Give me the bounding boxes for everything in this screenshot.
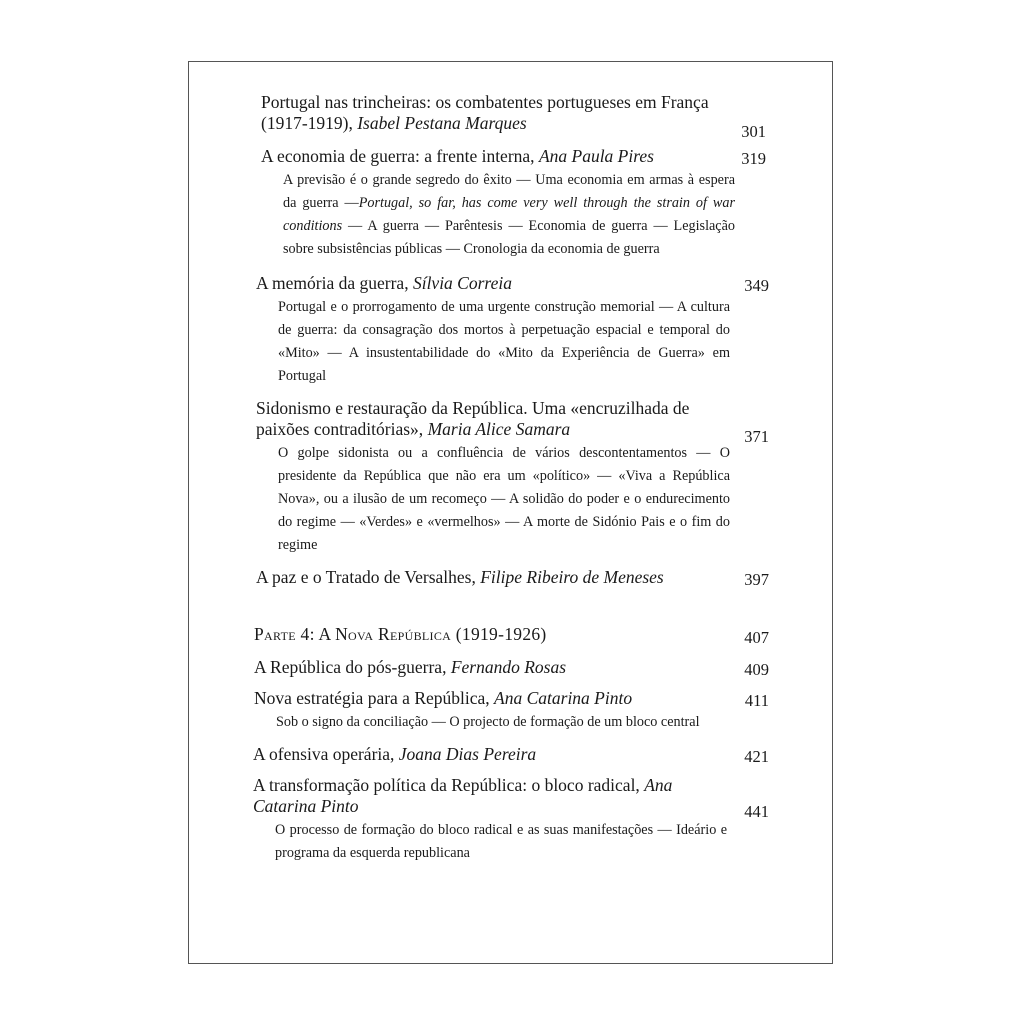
entry-author: Joana Dias Pereira [398, 744, 537, 764]
entry-title-text: Portugal nas trincheiras: os combatentes portugueses em França (1917-1919), [261, 92, 709, 133]
subtopics-text: A previsão é o grande segredo do êxito — Uma economia em armas à espera da guerra — [283, 172, 735, 211]
toc-entry [254, 657, 769, 679]
entry-title-text: A paz e o Tratado de Versalhes, [256, 567, 481, 587]
entry-title [254, 657, 704, 678]
book-page [188, 61, 833, 964]
entry-page-number: 349 [744, 276, 769, 295]
entry-author: Fernando Rosas [450, 657, 567, 677]
entry-page-number: 409 [744, 660, 769, 679]
toc-entry [253, 775, 769, 865]
entry-title-text: A República do pós-guerra, [254, 657, 451, 677]
entry-page-number: 371 [744, 427, 769, 446]
entry-author: Maria Alice Samara [427, 419, 571, 439]
part-page-number: 407 [744, 628, 769, 647]
entry-page-number: 421 [744, 747, 769, 766]
entry-title [254, 688, 704, 709]
entry-subtopics: Sob o signo da conciliação — O projecto de formação de um bloco central [276, 714, 700, 730]
toc-entry [256, 273, 769, 388]
entry-title [261, 92, 711, 134]
entry-author: Ana Paula Pires [538, 146, 654, 166]
entry-author: Filipe Ribeiro de Meneses [480, 567, 664, 587]
entry-title [256, 567, 706, 588]
entry-title [253, 744, 703, 765]
entry-title-text: A ofensiva operária, [253, 744, 399, 764]
toc-entry [261, 92, 766, 141]
entry-page-number: 411 [744, 691, 769, 710]
entry-title [261, 146, 711, 167]
toc-entry [254, 688, 769, 734]
entry-author: Ana Catarina Pinto [494, 688, 633, 708]
entry-title-text: A transformação política da República: o bloco radical, [253, 775, 645, 795]
entry-title-text: A economia de guerra: a frente interna, [261, 146, 539, 166]
entry-title-text: Sidonismo e restauração da República. Uma «encruzilhada de paixões contraditórias», [256, 398, 690, 439]
part-heading [254, 624, 769, 647]
toc-entry [253, 744, 769, 766]
entry-subtopics: O processo de formação do bloco radical e as suas manifestações — Ideário e programa da esquerda republicana [275, 822, 727, 861]
entry-subtopics: Portugal e o prorrogamento de uma urgente construção memorial — A cultura de guerra: da consagração dos mortos à perpetuação espacial e temporal do «Mito» — A insustentabilidade do «Mito da Experiência de Guerra» em Portugal [278, 299, 730, 384]
entry-title [256, 273, 706, 294]
toc-entry [261, 146, 766, 261]
subtopics-italic-quote: Portugal, so far, has come very well through the strain of war conditions [283, 195, 735, 234]
entry-page-number: 301 [741, 122, 766, 141]
entry-title-text: A memória da guerra, [256, 273, 413, 293]
entry-author: Isabel Pestana Marques [357, 113, 527, 133]
entry-page-number: 441 [744, 802, 769, 821]
entry-title [256, 398, 706, 440]
entry-page-number: 319 [741, 149, 766, 168]
entry-author: Ana Catarina Pinto [253, 775, 673, 816]
entry-title [253, 775, 703, 817]
subtopics-text: — A guerra — Parêntesis — Economia de guerra — Legislação sobre subsistências públicas — Cronologia da economia de guerra [283, 218, 735, 257]
entry-author: Sílvia Correia [412, 273, 512, 293]
entry-subtopics [283, 169, 735, 261]
entry-title-text: Nova estratégia para a República, [254, 688, 495, 708]
part-title: Parte 4: A Nova República (1919-1926) [254, 624, 547, 644]
entry-page-number: 397 [744, 570, 769, 589]
toc-entry [256, 398, 769, 557]
toc-entry [256, 567, 769, 589]
table-of-contents [253, 92, 769, 865]
entry-subtopics: O golpe sidonista ou a confluência de vários descontentamentos — O presidente da República que não era um «político» — «Viva a República Nova», ou a ilusão de um recomeço — A solidão do poder e o endurecimento do regime — «Verdes» e «vermelhos» — A morte de Sidónio Pais e o fim do regime [278, 445, 730, 553]
